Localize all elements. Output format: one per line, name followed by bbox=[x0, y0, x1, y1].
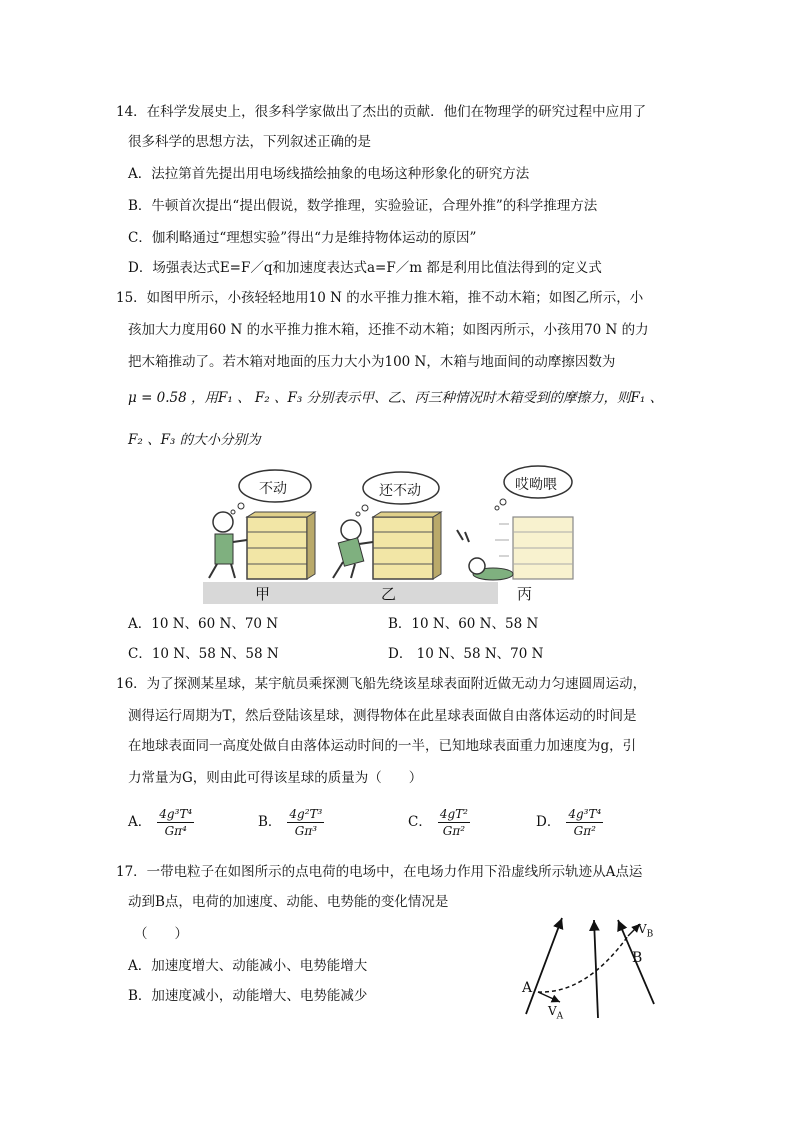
q14-option-c: C．伽利略通过“理想实验”得出“力是维持物体运动的原因” bbox=[128, 230, 477, 246]
child-pushing-1-icon bbox=[209, 512, 247, 578]
q17-option-a: A．加速度增大、动能减小、电势能增大 bbox=[128, 958, 368, 974]
q17-option-b: B．加速度减小，动能增大、电势能减少 bbox=[128, 988, 368, 1004]
q16-stem-line2: 测得运行周期为T，然后登陆该星球，测得物体在此星球表面做自由落体运动的时间是 bbox=[128, 708, 637, 724]
field-line-1-icon bbox=[526, 918, 562, 1014]
q15-option-a: A．10 N、60 N、70 N bbox=[128, 616, 279, 632]
q16-option-c-fraction bbox=[438, 807, 470, 838]
velocity-b-symbol: V bbox=[638, 922, 647, 936]
q14-option-a: A．法拉第首先提出用电场线描绘抽象的电场这种形象化的研究方法 bbox=[128, 166, 530, 182]
caption-bing: 丙 bbox=[517, 585, 533, 603]
q16-option-c-label: C． bbox=[408, 814, 432, 830]
q16-d-denominator: Gπ² bbox=[573, 824, 596, 838]
bubble-text-3: 哎呦喂 bbox=[515, 477, 557, 493]
box-panel-1-icon bbox=[247, 512, 315, 579]
child-pushing-2-icon bbox=[333, 520, 373, 578]
q15-option-c: C．10 N、58 N、58 N bbox=[128, 646, 279, 662]
q16-option-a bbox=[128, 806, 194, 838]
q17-answer-blank: （ ） bbox=[134, 926, 188, 942]
q15-figure bbox=[203, 462, 593, 604]
q16-option-a-label: A． bbox=[128, 814, 152, 830]
velocity-b-label bbox=[638, 922, 653, 939]
box-panel-2-icon bbox=[373, 512, 441, 579]
velocity-a-symbol: V bbox=[548, 1004, 557, 1018]
q15-stem-line1: 15．如图甲所示，小孩轻轻地用10 N 的水平推力推木箱，推不动木箱；如图乙所示，小 bbox=[116, 290, 644, 306]
q15-stem-line4: μ = 0.58 ，用F₁ 、 F₂ 、F₃ 分别表示甲、乙、丙三种情况时木箱受到的摩擦力，则F₁ 、 bbox=[128, 390, 664, 406]
bubble-text-2: 还不动 bbox=[379, 483, 421, 499]
q16-a-numerator: 4g³T⁴ bbox=[159, 807, 193, 821]
velocity-a-icon bbox=[538, 992, 560, 1002]
point-b-label: B bbox=[632, 950, 643, 966]
q16-option-d-fraction bbox=[566, 807, 603, 838]
q16-b-denominator: Gπ³ bbox=[294, 824, 318, 838]
q14-stem-line2: 很多科学的思想方法，下列叙述正确的是 bbox=[128, 134, 371, 150]
q17-stem-line1: 17．一带电粒子在如图所示的点电荷的电场中，在电场力作用下沿虚线所示轨迹从A点运 bbox=[116, 864, 643, 880]
q16-stem-line3: 在地球表面同一高度处做自由落体运动时间的一半，已知地球表面重力加速度为g，引 bbox=[128, 738, 637, 754]
q16-d-numerator: 4g³T⁴ bbox=[568, 807, 602, 821]
q15-stem-line3: 把木箱推动了。若木箱对地面的压力大小为100 N，木箱与地面间的动摩擦因数为 bbox=[128, 354, 616, 370]
q16-option-b bbox=[258, 806, 324, 838]
q16-option-b-fraction bbox=[287, 807, 324, 838]
q14-option-b: B．牛顿首次提出“提出假说，数学推理，实验验证，合理外推”的科学推理方法 bbox=[128, 198, 598, 214]
q15-stem-line5: F₂ 、F₃ 的大小分别为 bbox=[128, 432, 261, 448]
q16-option-d bbox=[536, 806, 603, 838]
caption-yi: 乙 bbox=[381, 585, 397, 603]
q16-option-d-label: D． bbox=[536, 814, 561, 830]
q17-field-diagram bbox=[516, 914, 666, 1024]
point-a-label: A bbox=[522, 980, 533, 996]
velocity-b-subscript: B bbox=[646, 929, 654, 940]
q14-stem-line1: 14．在科学发展史上，很多科学家做出了杰出的贡献．他们在物理学的研究过程中应用了 bbox=[116, 104, 647, 120]
q16-stem-line4: 力常量为G，则由此可得该星球的质量为（ ） bbox=[128, 770, 423, 786]
bubble-text-1: 不动 bbox=[259, 481, 287, 497]
q14-option-d: D．场强表达式E=F／q和加速度表达式a=F／m 都是利用比值法得到的定义式 bbox=[128, 260, 602, 276]
q15-stem-line2: 孩加大力度用60 N 的水平推力推木箱，还推不动木箱；如图丙所示，小孩用70 N 的力 bbox=[128, 322, 649, 338]
q16-option-b-label: B． bbox=[258, 814, 282, 830]
q16-c-numerator: 4gT² bbox=[439, 807, 468, 821]
q15-option-d: D． 10 N、58 N、70 N bbox=[388, 646, 544, 662]
velocity-a-subscript: A bbox=[556, 1011, 564, 1022]
child-falling-icon bbox=[457, 530, 513, 580]
q15-option-b: B．10 N、60 N、58 N bbox=[388, 616, 539, 632]
q16-c-denominator: Gπ² bbox=[442, 824, 466, 838]
q17-stem-line2: 动到B点，电荷的加速度、动能、电势能的变化情况是 bbox=[128, 894, 449, 910]
q16-b-numerator: 4g²T³ bbox=[289, 807, 323, 821]
q16-a-denominator: Gπ⁴ bbox=[164, 824, 187, 838]
q16-stem-line1: 16．为了探测某星球，某宇航员乘探测飞船先绕该星球表面附近做无动力匀速圆周运动， bbox=[116, 676, 647, 692]
q16-option-c bbox=[408, 806, 470, 838]
caption-jia: 甲 bbox=[255, 585, 271, 603]
velocity-a-label bbox=[548, 1004, 563, 1021]
q16-option-a-fraction bbox=[157, 807, 194, 838]
